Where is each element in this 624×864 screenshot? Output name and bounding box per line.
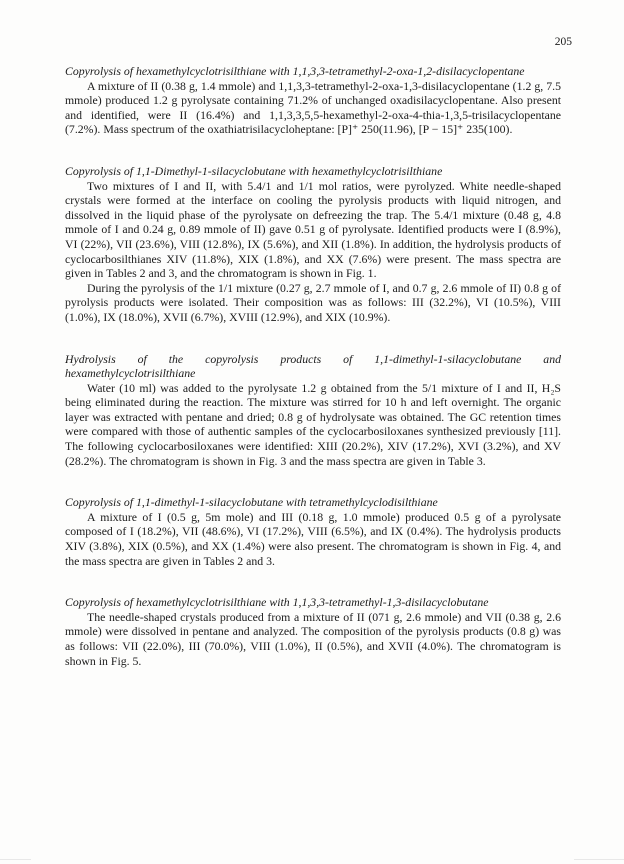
paragraph: Two mixtures of I and II, with 5.4/1 and 1/1 mol ratios, were pyrolyzed. White needle-shaped crystals were formed at the interface on cooling the pyrolysis products with liquid nitrogen, and dissolved in the liquid phase of the pyrolysate on defreezing the trap. The 5.4/1 mixture (0.48 g, 4.8 mmole of I and 0.24 g, 0.89 mmole of II) gave 0.51 g of pyrolysate. Identified products were I (8.9%), VI (22%), VII (23.6%), VIII (12.8%), IX (5.6%), and XII (1.8%). In addition, the hydrolysis products of cyclocarbosilthianes XIV (11.8%), XIX (1.8%), and XX (7.6%) were present. The mass spectra are given in Tables 2 and 3, and the chromatogram is shown in Fig. 1. [65, 178, 561, 281]
section-copyrolysis-trisilthiane-disilacyclobutane [65, 595, 561, 668]
section-copyrolysis-trisilthiane-oxadisilacyclopentane [65, 64, 561, 137]
paragraph: A mixture of I (0.5 g, 5m mole) and III (0.18 g, 1.0 mmole) produced 0.5 g of a pyrolysate composed of I (18.2%), VII (48.6%), VI (17.2%), VIII (6.5%), and IX (0.4%). The hydrolysis products XIV (3.8%), XIX (0.5%), and XX (1.4%) were also present. The chromatogram is shown in Fig. 4, and the mass spectra are given in Tables 2 and 3. [65, 509, 561, 568]
section-heading: Copyrolysis of hexamethylcyclotrisilthiane with 1,1,3,3-tetramethyl-2-oxa-1,2-disilacyclopentane [65, 64, 525, 78]
paragraph: The needle-shaped crystals produced from a mixture of II (071 g, 2.6 mmole) and VII (0.38 g, 2.6 mmole) were dissolved in pentane and analyzed. The composition of the pyrolysis products (0.8 g) was as follows: VII (22.0%), III (70.0%), VIII (1.0%), II (0.5%), and XVII (4.0%). The chromatogram is shown in Fig. 5. [65, 609, 561, 668]
scan-edge-divider [0, 859, 624, 860]
paragraph: Water (10 ml) was added to the pyrolysate 1.2 g obtained from the 5/1 mixture of I and II, H₂S being eliminated during the reaction. The mixture was stirred for 10 h and left overnight. The organic layer was extracted with pentane and dried; 0.8 g of hydrolysate was obtained. The GC retention times were compared with those of authentic samples of the cyclocarbosiloxanes synthesized previously [11]. The following cyclocarbosiloxanes were identified: XIII (20.2%), XIV (17.2%), XVI (3.2%), and XV (28.2%). The chromatogram is shown in Fig. 3 and the mass spectra are given in Table 3. [65, 380, 561, 468]
page-number: 205 [554, 36, 572, 48]
section-heading: Hydrolysis of the copyrolysis products of 1,1-dimethyl-1-silacyclobutane and hexamethylcyclotrisilthiane [65, 351, 561, 381]
section-copyrolysis-silacyclobutane-trisilthiane [65, 164, 561, 325]
paragraph: A mixture of II (0.38 g, 1.4 mmole) and 1,1,3,3-tetramethyl-2-oxa-1,3-disilacyclopentane (1.2 g, 7.5 mmole) produced 1.2 g pyrolysate containing 71.2% of unchanged oxadisilacyclopentane. Also present and identified, were II (16.4%) and 1,1,3,3,5,5-hexamethyl-2-oxa-4-thia-1,3,5-trisilacyclopentane (7.2%). Mass spectrum of the oxathiatrisilacycloheptane: [P]⁺ 250(11.96), [P − 15]⁺ 235(100). [65, 78, 561, 137]
section-heading: Copyrolysis of 1,1-dimethyl-1-silacyclobutane with tetramethylcyclodisilthiane [65, 495, 438, 510]
paragraph: During the pyrolysis of the 1/1 mixture (0.27 g, 2.7 mmole of I, and 0.7 g, 2.6 mmole of II) 0.8 g of pyrolysis products were isolated. Their composition was as follows: III (32.2%), VI (10.5%), VIII (1.0%), IX (18.0%), XVII (6.7%), XVIII (12.9%), and XIX (10.9%). [65, 280, 561, 324]
section-heading: Copyrolysis of hexamethylcyclotrisilthiane with 1,1,3,3-tetramethyl-1,3-disilacyclobutane [65, 595, 489, 610]
section-heading: Copyrolysis of 1,1-Dimethyl-1-silacyclobutane with hexamethylcyclotrisilthiane [65, 163, 443, 178]
section-copyrolysis-silacyclobutane-cyclodisilthiane [65, 495, 561, 568]
section-hydrolysis-copyrolysis-products [65, 352, 561, 469]
page-body [65, 64, 561, 695]
